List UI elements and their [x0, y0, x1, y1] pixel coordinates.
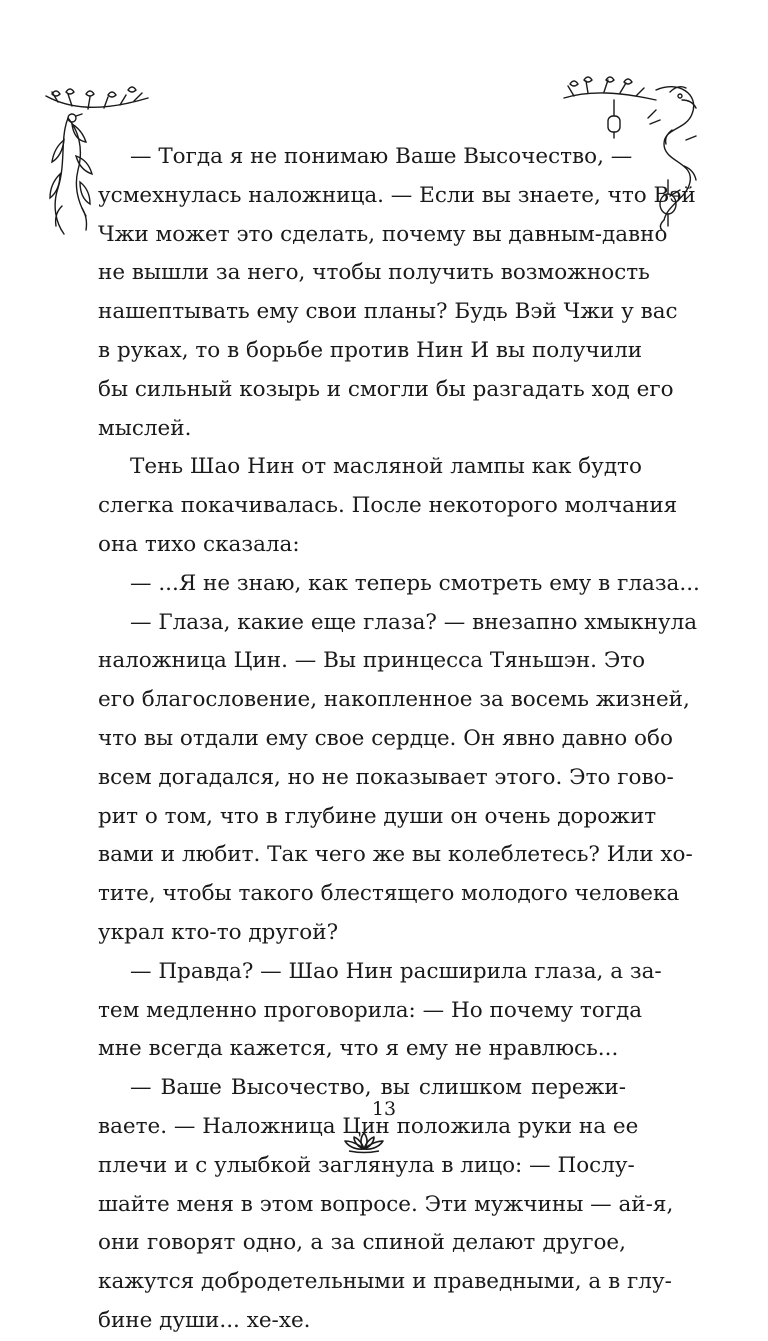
text-line: Тень Шао Нин от масляной лампы как будто: [130, 454, 642, 480]
body-text: [98, 138, 700, 1341]
page-number: 13: [371, 1098, 397, 1120]
text-line: ваете. — Наложница Цин положила руки на ее: [98, 1113, 639, 1139]
text-line: что вы отдали ему свое сердце. Он явно давно обо: [98, 725, 673, 751]
text-line: в руках, то в борьбе против Нин И вы получили: [98, 337, 643, 363]
text-line: усмехнулась наложница. — Если вы знаете, что Вэй: [98, 182, 696, 208]
text-line: плечи и с улыбкой заглянула в лицо: — Послу-: [98, 1152, 635, 1178]
text-line: — Тогда я не понимаю Ваше Высочество, —: [130, 144, 633, 169]
text-line: мне всегда кажется, что я ему не нравлюсь...: [98, 1036, 619, 1062]
text-line: бине души... хе-хе.: [98, 1307, 311, 1333]
paragraph: [98, 565, 700, 604]
text-line: тите, чтобы такого блестящего молодого человека: [98, 881, 680, 907]
text-line: его благословение, накопленное за восемь жизней,: [98, 687, 690, 713]
paragraph: [98, 138, 696, 448]
paragraph: [98, 448, 678, 564]
text-line: рит о том, что в глубине души он очень дорожит: [98, 803, 657, 829]
lotus-icon: [343, 1130, 385, 1154]
text-line: Чжи может это сделать, почему вы давным-давно: [98, 221, 668, 247]
text-line: украл кто-то другой?: [98, 919, 339, 945]
text-line: — Правда? — Шао Нин расширила глаза, а за-: [130, 958, 662, 984]
text-line: кажутся добродетельными и праведными, а в глу-: [98, 1269, 672, 1295]
text-line: мыслей.: [98, 415, 192, 441]
paragraph: [98, 953, 662, 1069]
text-line: — Глаза, какие еще глаза? — внезапно хмыкнула: [130, 609, 698, 635]
text-line: вами и любит. Так чего же вы колеблетесь? Или хо-: [98, 842, 693, 868]
text-line: всем догадался, но не показывает этого. Это гово-: [98, 764, 674, 790]
text-line: не вышли за него, чтобы получить возможность: [98, 260, 650, 286]
text-line: — Ваше Высочество, вы слишком пережи-: [130, 1075, 626, 1101]
text-line: она тихо сказала:: [98, 531, 300, 557]
text-line: бы сильный козырь и смогли бы разгадать ход его: [98, 376, 674, 402]
text-line: шайте меня в этом вопросе. Эти мужчины — ай-я,: [98, 1191, 674, 1217]
text-line: наложница Цин. — Вы принцесса Тяньшэн. Это: [98, 648, 646, 674]
text-line: — ...Я не знаю, как теперь смотреть ему в глаза...: [130, 570, 700, 596]
text-line: они говорят одно, а за спиной делают другое,: [98, 1230, 626, 1256]
paragraph: [98, 604, 698, 953]
text-line: нашептывать ему свои планы? Будь Вэй Чжи у вас: [98, 299, 678, 325]
text-line: тем медленно проговорила: — Но почему тогда: [98, 997, 643, 1023]
text-line: слегка покачивалась. После некоторого молчания: [98, 493, 678, 519]
